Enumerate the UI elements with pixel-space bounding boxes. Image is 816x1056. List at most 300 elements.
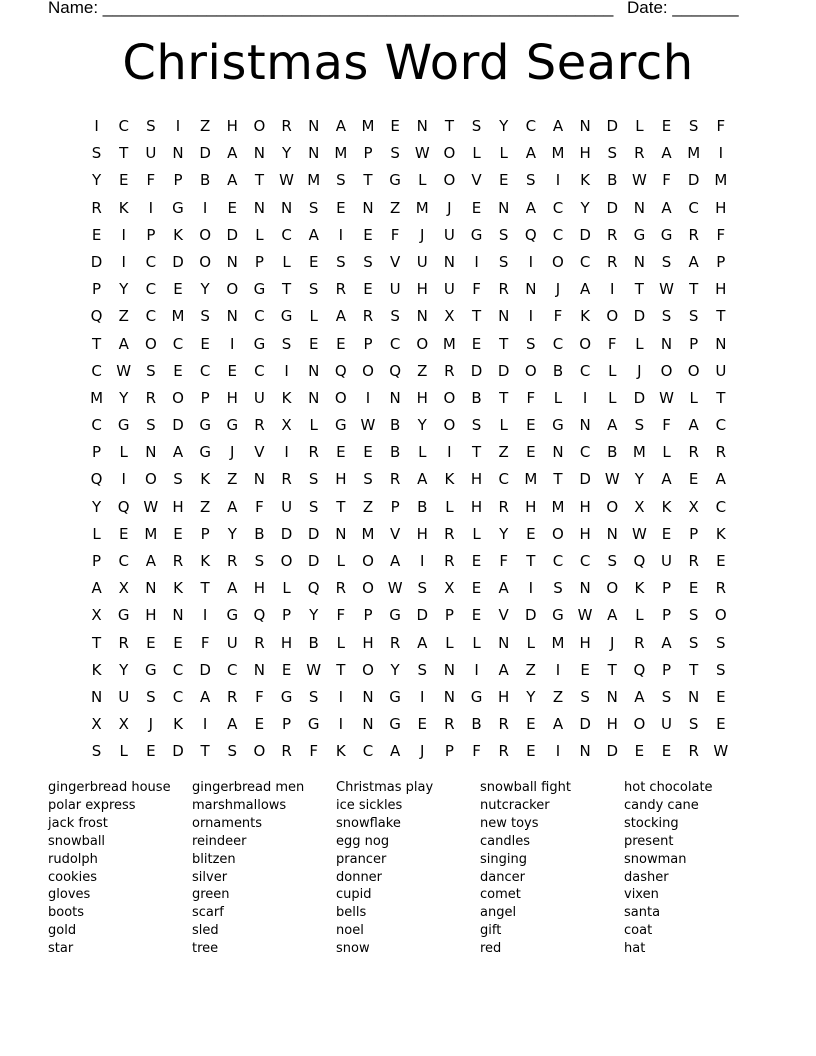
grid-letter[interactable]: P: [146, 225, 156, 244]
grid-letter[interactable]: L: [635, 117, 644, 135]
grid-letter[interactable]: S: [390, 307, 400, 326]
grid-letter[interactable]: B: [607, 171, 618, 190]
grid-letter[interactable]: G: [199, 416, 211, 435]
grid-letter[interactable]: Y: [580, 198, 590, 217]
grid-letter[interactable]: P: [716, 252, 726, 271]
grid-letter[interactable]: B: [389, 416, 401, 435]
grid-letter[interactable]: R: [145, 388, 157, 407]
grid-letter[interactable]: A: [335, 307, 346, 326]
grid-letter[interactable]: J: [610, 633, 615, 652]
grid-letter[interactable]: D: [470, 361, 483, 380]
grid-letter[interactable]: R: [444, 361, 455, 380]
grid-letter[interactable]: C: [552, 198, 564, 217]
date-field-label[interactable]: Date: _______: [627, 0, 739, 17]
grid-letter[interactable]: U: [118, 687, 130, 706]
grid-letter[interactable]: T: [526, 552, 536, 570]
grid-letter[interactable]: N: [688, 687, 700, 706]
grid-letter[interactable]: E: [716, 687, 726, 706]
grid-letter[interactable]: M: [171, 307, 185, 326]
grid-letter[interactable]: S: [607, 144, 617, 163]
grid-letter[interactable]: T: [119, 144, 129, 163]
grid-letter[interactable]: E: [308, 252, 319, 271]
grid-letter[interactable]: K: [335, 742, 346, 761]
grid-letter[interactable]: N: [253, 660, 266, 679]
grid-letter[interactable]: S: [526, 334, 536, 353]
grid-letter[interactable]: Y: [91, 497, 102, 516]
grid-letter[interactable]: L: [635, 606, 644, 625]
grid-letter[interactable]: M: [551, 144, 565, 163]
grid-letter[interactable]: J: [148, 715, 154, 734]
grid-letter[interactable]: S: [661, 252, 672, 271]
grid-letter[interactable]: B: [254, 524, 265, 543]
grid-letter[interactable]: R: [444, 715, 455, 734]
grid-letter[interactable]: S: [580, 687, 590, 706]
grid-letter[interactable]: C: [172, 687, 184, 706]
grid-letter[interactable]: F: [309, 742, 319, 761]
grid-letter[interactable]: H: [470, 497, 483, 516]
grid-letter[interactable]: F: [662, 416, 671, 435]
grid-letter[interactable]: Z: [525, 660, 536, 679]
grid-letter[interactable]: Y: [200, 280, 210, 299]
grid-letter[interactable]: E: [471, 579, 482, 598]
grid-letter[interactable]: P: [444, 742, 454, 761]
grid-letter[interactable]: N: [335, 524, 347, 543]
grid-letter[interactable]: C: [552, 334, 564, 353]
grid-letter[interactable]: A: [525, 144, 536, 163]
grid-letter[interactable]: C: [91, 361, 102, 380]
grid-letter[interactable]: E: [498, 171, 509, 190]
grid-letter[interactable]: A: [579, 280, 591, 299]
grid-letter[interactable]: E: [526, 524, 536, 543]
grid-letter[interactable]: I: [555, 660, 561, 679]
grid-letter[interactable]: C: [254, 361, 265, 380]
grid-letter[interactable]: N: [308, 361, 320, 380]
grid-letter[interactable]: G: [389, 606, 401, 625]
grid-letter[interactable]: Y: [526, 687, 536, 706]
grid-letter[interactable]: V: [389, 524, 401, 543]
grid-letter[interactable]: S: [471, 117, 482, 135]
grid-letter[interactable]: P: [282, 715, 292, 734]
grid-letter[interactable]: A: [498, 579, 509, 598]
grid-letter[interactable]: O: [660, 361, 673, 380]
grid-letter[interactable]: S: [200, 307, 210, 326]
grid-letter[interactable]: N: [633, 198, 645, 217]
grid-letter[interactable]: R: [227, 687, 238, 706]
grid-letter[interactable]: L: [472, 633, 481, 652]
grid-letter[interactable]: Y: [499, 117, 509, 135]
grid-letter[interactable]: Y: [499, 524, 509, 543]
grid-letter[interactable]: H: [579, 524, 591, 543]
grid-letter[interactable]: D: [172, 742, 184, 761]
grid-letter[interactable]: V: [254, 443, 265, 462]
grid-letter[interactable]: K: [661, 497, 672, 516]
grid-letter[interactable]: G: [389, 171, 401, 190]
grid-letter[interactable]: O: [552, 252, 564, 271]
grid-letter[interactable]: A: [661, 144, 672, 163]
grid-letter[interactable]: C: [199, 361, 211, 380]
grid-letter[interactable]: N: [145, 443, 157, 462]
grid-letter[interactable]: N: [362, 687, 374, 706]
grid-letter[interactable]: X: [281, 416, 292, 435]
grid-letter[interactable]: H: [498, 687, 510, 706]
grid-letter[interactable]: E: [688, 470, 699, 489]
grid-letter[interactable]: Y: [91, 171, 102, 190]
grid-letter[interactable]: I: [555, 742, 561, 761]
grid-letter[interactable]: P: [662, 660, 672, 679]
grid-letter[interactable]: J: [420, 742, 425, 761]
grid-letter[interactable]: Y: [227, 524, 237, 543]
grid-letter[interactable]: B: [417, 497, 428, 516]
grid-letter[interactable]: C: [715, 416, 727, 435]
grid-letter[interactable]: W: [306, 660, 322, 679]
grid-letter[interactable]: C: [254, 307, 265, 326]
grid-letter[interactable]: A: [227, 144, 238, 163]
grid-letter[interactable]: B: [607, 443, 618, 462]
grid-letter[interactable]: H: [416, 388, 428, 407]
grid-letter[interactable]: U: [416, 252, 428, 271]
grid-letter[interactable]: C: [552, 552, 564, 570]
grid-letter[interactable]: W: [659, 280, 674, 299]
grid-letter[interactable]: R: [254, 416, 265, 435]
grid-letter[interactable]: P: [92, 552, 102, 570]
grid-letter[interactable]: H: [470, 470, 483, 489]
grid-letter[interactable]: G: [470, 687, 483, 706]
grid-letter[interactable]: G: [335, 416, 347, 435]
grid-letter[interactable]: R: [335, 579, 347, 598]
grid-letter[interactable]: G: [145, 660, 157, 679]
grid-letter[interactable]: X: [118, 579, 129, 598]
grid-letter[interactable]: K: [173, 579, 183, 598]
grid-letter[interactable]: I: [338, 225, 344, 244]
grid-letter[interactable]: H: [145, 606, 157, 625]
grid-letter[interactable]: A: [552, 117, 564, 135]
grid-letter[interactable]: F: [499, 552, 508, 570]
grid-letter[interactable]: D: [172, 252, 184, 271]
grid-letter[interactable]: M: [361, 524, 375, 543]
grid-letter[interactable]: R: [281, 117, 292, 135]
grid-letter[interactable]: P: [689, 524, 699, 543]
grid-letter[interactable]: A: [227, 171, 238, 190]
grid-letter[interactable]: E: [118, 524, 129, 543]
grid-letter[interactable]: O: [172, 388, 184, 407]
grid-letter[interactable]: H: [280, 633, 293, 652]
grid-letter[interactable]: G: [633, 225, 646, 244]
grid-letter[interactable]: F: [255, 497, 264, 516]
grid-letter[interactable]: R: [281, 742, 292, 761]
grid-letter[interactable]: L: [608, 388, 617, 407]
grid-letter[interactable]: A: [118, 334, 129, 353]
grid-letter[interactable]: G: [552, 416, 564, 435]
grid-letter[interactable]: A: [172, 443, 184, 462]
grid-letter[interactable]: U: [281, 497, 293, 516]
grid-letter[interactable]: Y: [119, 280, 129, 299]
grid-letter[interactable]: N: [253, 198, 266, 217]
grid-letter[interactable]: O: [606, 497, 619, 516]
grid-letter[interactable]: S: [688, 715, 699, 734]
grid-letter[interactable]: S: [363, 252, 373, 271]
grid-letter[interactable]: R: [498, 742, 509, 761]
grid-letter[interactable]: N: [552, 443, 564, 462]
grid-letter[interactable]: E: [173, 524, 183, 543]
grid-letter[interactable]: O: [443, 388, 456, 407]
grid-letter[interactable]: I: [528, 579, 534, 598]
grid-letter[interactable]: H: [579, 633, 591, 652]
grid-letter[interactable]: R: [444, 524, 455, 543]
grid-letter[interactable]: W: [360, 416, 376, 435]
grid-letter[interactable]: E: [227, 361, 238, 380]
grid-letter[interactable]: H: [579, 144, 591, 163]
grid-letter[interactable]: L: [499, 416, 508, 435]
grid-letter[interactable]: X: [91, 715, 102, 734]
grid-letter[interactable]: P: [363, 606, 373, 625]
grid-letter[interactable]: W: [631, 171, 647, 190]
grid-letter[interactable]: Q: [253, 606, 266, 625]
grid-letter[interactable]: X: [444, 307, 455, 326]
grid-letter[interactable]: S: [526, 171, 536, 190]
grid-letter[interactable]: E: [716, 552, 726, 570]
grid-letter[interactable]: O: [606, 579, 619, 598]
grid-letter[interactable]: M: [551, 497, 565, 516]
grid-letter[interactable]: Z: [498, 443, 509, 462]
grid-letter[interactable]: Q: [633, 660, 646, 679]
grid-letter[interactable]: F: [390, 225, 400, 244]
grid-letter[interactable]: A: [389, 552, 401, 570]
grid-letter[interactable]: A: [308, 225, 319, 244]
grid-letter[interactable]: G: [307, 715, 320, 734]
grid-letter[interactable]: O: [362, 579, 374, 598]
grid-letter[interactable]: E: [173, 280, 183, 299]
grid-letter[interactable]: G: [117, 606, 130, 625]
grid-letter[interactable]: Z: [417, 361, 428, 380]
grid-letter[interactable]: E: [200, 334, 210, 353]
grid-letter[interactable]: O: [579, 334, 591, 353]
grid-letter[interactable]: S: [498, 252, 509, 271]
grid-letter[interactable]: A: [389, 742, 401, 761]
grid-letter[interactable]: C: [172, 660, 184, 679]
grid-letter[interactable]: S: [553, 579, 563, 598]
grid-letter[interactable]: U: [661, 552, 673, 570]
grid-letter[interactable]: W: [143, 497, 159, 516]
grid-letter[interactable]: F: [472, 742, 481, 761]
grid-letter[interactable]: T: [254, 171, 264, 190]
grid-letter[interactable]: P: [282, 606, 292, 625]
grid-letter[interactable]: O: [226, 280, 239, 299]
grid-letter[interactable]: N: [253, 144, 266, 163]
grid-letter[interactable]: A: [715, 470, 726, 489]
grid-letter[interactable]: D: [280, 524, 293, 543]
grid-letter[interactable]: L: [472, 144, 481, 163]
grid-letter[interactable]: O: [714, 606, 727, 625]
grid-letter[interactable]: A: [145, 552, 156, 570]
grid-letter[interactable]: C: [281, 225, 292, 244]
grid-letter[interactable]: W: [387, 579, 403, 598]
grid-letter[interactable]: R: [498, 715, 509, 734]
grid-letter[interactable]: E: [146, 742, 156, 761]
grid-letter[interactable]: L: [635, 334, 644, 353]
grid-letter[interactable]: D: [199, 660, 211, 679]
grid-letter[interactable]: D: [226, 225, 239, 244]
grid-letter[interactable]: Q: [524, 225, 537, 244]
grid-letter[interactable]: Z: [389, 198, 401, 217]
name-field-label[interactable]: Name: ______________________________________________________: [48, 0, 614, 17]
grid-letter[interactable]: N: [308, 388, 320, 407]
grid-letter[interactable]: O: [687, 361, 700, 380]
grid-letter[interactable]: F: [526, 388, 536, 407]
grid-letter[interactable]: S: [254, 552, 265, 570]
grid-letter[interactable]: O: [144, 334, 157, 353]
grid-letter[interactable]: T: [499, 388, 509, 407]
grid-letter[interactable]: N: [443, 687, 456, 706]
grid-letter[interactable]: S: [471, 416, 482, 435]
grid-letter[interactable]: Z: [118, 307, 129, 326]
grid-letter[interactable]: D: [579, 225, 591, 244]
grid-letter[interactable]: U: [389, 280, 401, 299]
grid-letter[interactable]: T: [689, 280, 699, 299]
grid-letter[interactable]: T: [553, 470, 563, 489]
grid-letter[interactable]: T: [607, 660, 617, 679]
grid-letter[interactable]: G: [172, 198, 184, 217]
grid-letter[interactable]: J: [555, 280, 561, 299]
grid-letter[interactable]: E: [526, 742, 536, 761]
grid-letter[interactable]: H: [416, 524, 428, 543]
grid-letter[interactable]: S: [146, 687, 156, 706]
grid-letter[interactable]: S: [688, 633, 699, 652]
grid-letter[interactable]: C: [579, 443, 591, 462]
grid-letter[interactable]: P: [390, 497, 400, 516]
grid-letter[interactable]: A: [200, 687, 211, 706]
grid-letter[interactable]: E: [661, 524, 672, 543]
grid-letter[interactable]: V: [389, 252, 401, 271]
grid-letter[interactable]: I: [610, 280, 615, 299]
grid-letter[interactable]: R: [362, 307, 374, 326]
grid-letter[interactable]: G: [199, 443, 211, 462]
grid-letter[interactable]: Q: [389, 361, 402, 380]
grid-letter[interactable]: N: [226, 307, 238, 326]
grid-letter[interactable]: C: [579, 361, 591, 380]
grid-letter[interactable]: N: [579, 742, 591, 761]
grid-letter[interactable]: T: [281, 280, 292, 299]
grid-letter[interactable]: C: [91, 416, 102, 435]
grid-letter[interactable]: Q: [90, 307, 103, 326]
grid-letter[interactable]: N: [606, 687, 618, 706]
grid-letter[interactable]: G: [470, 225, 483, 244]
grid-letter[interactable]: X: [444, 579, 455, 598]
grid-letter[interactable]: B: [199, 171, 211, 190]
grid-letter[interactable]: C: [389, 334, 401, 353]
grid-letter[interactable]: K: [580, 307, 591, 326]
grid-letter[interactable]: Q: [117, 497, 130, 516]
grid-letter[interactable]: A: [91, 579, 102, 598]
grid-letter[interactable]: T: [471, 443, 482, 462]
grid-letter[interactable]: F: [336, 606, 346, 625]
grid-letter[interactable]: F: [472, 280, 481, 299]
grid-letter[interactable]: F: [662, 171, 671, 190]
grid-letter[interactable]: I: [420, 687, 425, 706]
grid-letter[interactable]: K: [118, 198, 129, 217]
grid-letter[interactable]: O: [443, 416, 456, 435]
grid-letter[interactable]: F: [553, 307, 563, 326]
grid-letter[interactable]: I: [284, 361, 289, 380]
grid-letter[interactable]: S: [390, 144, 400, 163]
grid-letter[interactable]: L: [336, 633, 346, 652]
grid-letter[interactable]: B: [471, 388, 482, 407]
grid-letter[interactable]: A: [661, 633, 672, 652]
grid-letter[interactable]: W: [631, 524, 647, 543]
grid-letter[interactable]: M: [361, 117, 375, 135]
grid-letter[interactable]: C: [145, 307, 157, 326]
grid-letter[interactable]: S: [91, 742, 102, 761]
grid-letter[interactable]: H: [226, 388, 238, 407]
grid-letter[interactable]: F: [607, 334, 617, 353]
grid-letter[interactable]: S: [146, 416, 156, 435]
grid-letter[interactable]: S: [417, 579, 428, 598]
grid-letter[interactable]: O: [280, 552, 293, 570]
grid-letter[interactable]: R: [281, 470, 292, 489]
grid-letter[interactable]: S: [716, 660, 726, 679]
grid-letter[interactable]: D: [416, 606, 429, 625]
grid-letter[interactable]: S: [688, 307, 699, 326]
grid-letter[interactable]: I: [555, 171, 561, 190]
grid-letter[interactable]: C: [525, 117, 537, 135]
grid-letter[interactable]: N: [308, 144, 320, 163]
grid-letter[interactable]: I: [230, 334, 235, 353]
grid-letter[interactable]: Y: [309, 606, 319, 625]
grid-letter[interactable]: Y: [390, 660, 400, 679]
grid-letter[interactable]: T: [716, 307, 726, 326]
grid-letter[interactable]: N: [416, 117, 428, 135]
grid-letter[interactable]: A: [661, 198, 672, 217]
grid-letter[interactable]: Z: [227, 470, 238, 489]
grid-letter[interactable]: R: [498, 280, 509, 299]
grid-letter[interactable]: K: [91, 660, 102, 679]
grid-letter[interactable]: R: [389, 470, 401, 489]
grid-letter[interactable]: I: [718, 144, 724, 163]
grid-letter[interactable]: R: [389, 633, 401, 652]
grid-letter[interactable]: C: [145, 252, 157, 271]
grid-letter[interactable]: T: [336, 497, 346, 516]
grid-letter[interactable]: N: [498, 198, 510, 217]
grid-letter[interactable]: L: [608, 361, 617, 380]
grid-letter[interactable]: K: [200, 470, 211, 489]
grid-letter[interactable]: O: [633, 715, 646, 734]
grid-letter[interactable]: L: [445, 633, 454, 652]
grid-letter[interactable]: L: [553, 388, 563, 407]
grid-letter[interactable]: R: [634, 144, 645, 163]
grid-letter[interactable]: M: [632, 443, 646, 462]
grid-letter[interactable]: I: [338, 687, 344, 706]
grid-letter[interactable]: E: [716, 715, 726, 734]
grid-letter[interactable]: B: [552, 361, 564, 380]
grid-letter[interactable]: P: [173, 171, 183, 190]
grid-letter[interactable]: I: [202, 606, 208, 625]
grid-letter[interactable]: E: [390, 117, 400, 135]
grid-letter[interactable]: E: [417, 715, 427, 734]
grid-letter[interactable]: O: [443, 144, 456, 163]
grid-letter[interactable]: Y: [119, 388, 129, 407]
grid-letter[interactable]: C: [145, 280, 157, 299]
grid-letter[interactable]: S: [336, 252, 346, 271]
grid-letter[interactable]: W: [604, 470, 620, 489]
grid-letter[interactable]: E: [336, 334, 346, 353]
grid-letter[interactable]: T: [200, 579, 210, 598]
grid-letter[interactable]: G: [389, 715, 401, 734]
grid-letter[interactable]: N: [443, 252, 456, 271]
grid-letter[interactable]: R: [172, 552, 184, 570]
grid-letter[interactable]: U: [226, 633, 238, 652]
grid-letter[interactable]: D: [606, 198, 619, 217]
grid-letter[interactable]: R: [688, 742, 699, 761]
grid-letter[interactable]: O: [524, 361, 537, 380]
